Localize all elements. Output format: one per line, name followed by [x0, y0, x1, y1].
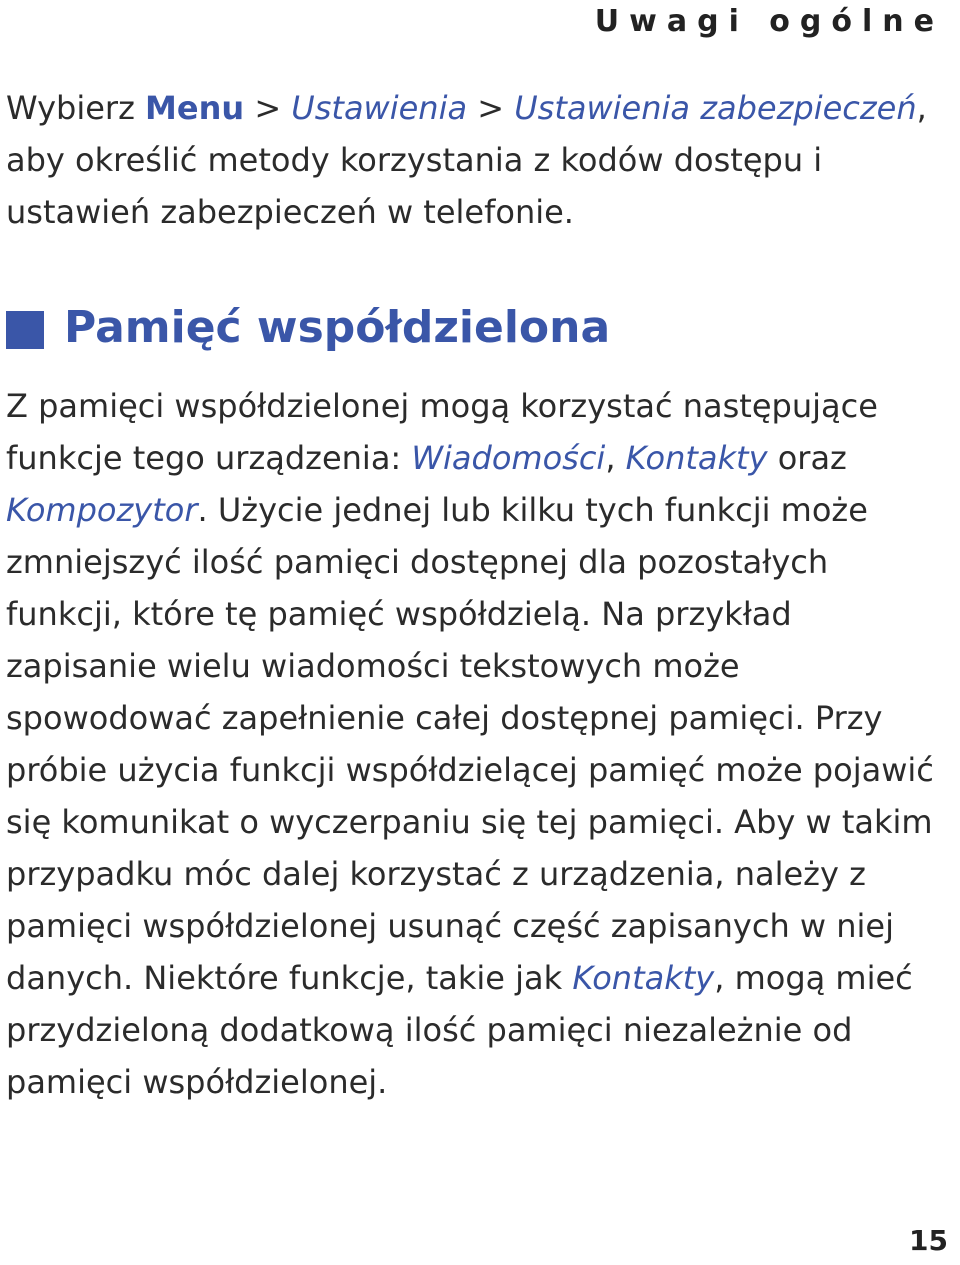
feature-contacts: Kontakty: [625, 439, 768, 477]
menu-path-security-settings: Ustawienia zabezpieczeń: [514, 89, 917, 127]
section-heading: [6, 296, 610, 360]
feature-messages: Wiadomości: [411, 439, 606, 477]
feature-composer: Kompozytor: [6, 491, 198, 529]
menu-path-menu: Menu: [145, 89, 245, 127]
menu-path-settings: Ustawienia: [291, 89, 468, 127]
intro-text-end: , aby określić metody korzystania z kodów dostępu i ustawień zabezpieczeń w telefonie.: [6, 89, 927, 231]
section-title: Pamięć współdzielona: [64, 302, 611, 353]
page-number: 15: [909, 1224, 948, 1257]
section-body: [6, 380, 950, 1108]
menu-path-separator: >: [244, 89, 292, 127]
body-text: ,: [605, 439, 626, 477]
body-text: , mogą mieć przydzieloną dodatkową ilość pamięci niezależnie od pamięci współdzielonej.: [6, 959, 913, 1101]
menu-path-separator: >: [467, 89, 515, 127]
page-header: Uwagi ogólne: [594, 4, 944, 39]
intro-text-start: Wybierz: [6, 89, 146, 127]
feature-contacts-2: Kontakty: [572, 959, 715, 997]
body-text: oraz: [767, 439, 847, 477]
square-bullet-icon: [6, 311, 44, 349]
intro-paragraph: [6, 82, 946, 238]
body-text: Z pamięci współdzielonej mogą korzystać następujące funkcje tego urządzenia:: [6, 387, 878, 477]
body-text: . Użycie jednej lub kilku tych funkcji może zmniejszyć ilość pamięci dostępnej dla pozostałych funkcji, które tę pamięć współdzielą. Na przykład zapisanie wielu wiadomości tekstowych może spowodować zapełnienie całej dostępnej pamięci. Przy próbie użycia funkcji współdzielącej pamięć może pojawić się komunikat o wyczerpaniu się tej pamięci. Aby w takim przypadku móc dalej korzystać z urządzenia, należy z pamięci współdzielonej usunąć część zapisanych w niej danych. Niektóre funkcje, takie jak: [6, 491, 934, 997]
